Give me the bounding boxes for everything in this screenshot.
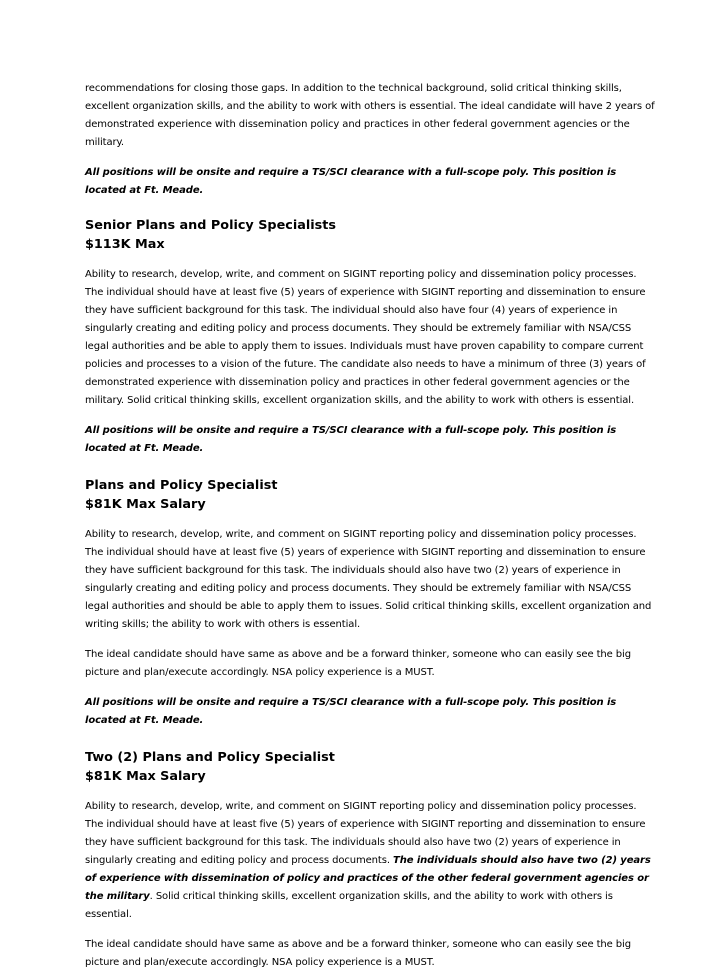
description-text: . Solid critical thinking skills, excellent organization skills, and the ability to work with others is essential. (85, 891, 613, 920)
position-title: Plans and Policy Specialist (85, 478, 278, 493)
position-salary: $113K Max (85, 237, 165, 252)
position-title: Senior Plans and Policy Specialists (85, 218, 337, 233)
position-description: Ability to research, develop, write, and comment on SIGINT reporting policy and dissemination policy processes. The individual should have at least five (5) years of experience with SIGINT reporting and dissemination to ensure they have sufficient background for this task. The individuals should also have two (2) years of experience in singularly creating and editing policy and process documents. They should be extremely familiar with NSA/CSS legal authorities and should be able to apply them to issues. Solid critical thinking skills, excellent organization and writing skills; the ability to work with others is essential. (85, 529, 652, 630)
document-page (85, 80, 655, 972)
ideal-candidate-paragraph: The ideal candidate should have same as above and be a forward thinker, someone who can easily see the big picture and plan/execute accordingly. NSA policy experience is a MUST. (85, 939, 631, 968)
clearance-notice: All positions will be onsite and require a TS/SCI clearance with a full-scope poly. This position is located at Ft. Meade. (85, 425, 617, 454)
intro-paragraph: recommendations for closing those gaps. In addition to the technical background, solid critical thinking skills, excellent organization skills, and the ability to work with others is essential. The ideal candidate will have 2 years of demonstrated experience with dissemination policy and practices in other federal government agencies or the military. (85, 83, 655, 148)
description-text: Ability to research, develop, write, and comment on SIGINT reporting policy and dissemination policy processes. The individual should have at least five (5) years of experience with SIGINT reporting and dissemination to ensure they have sufficient background for this task. The individuals should also have two (2) years of experience in singularly creating and editing policy and process documents. (85, 801, 646, 866)
position-description: Ability to research, develop, write, and comment on SIGINT reporting policy and dissemination policy processes. The individual should have at least five (5) years of experience with SIGINT reporting and dissemination to ensure they have sufficient background for this task. The individual should also have four (4) years of experience in singularly creating and editing policy and process documents. They should be extremely familiar with NSA/CSS legal authorities and be able to apply them to issues. Individuals must have proven capability to compare current policies and processes to a vision of the future. The candidate also needs to have a minimum of three (3) years of demonstrated experience with dissemination policy and practices in other federal government agencies or the military. Solid critical thinking skills, excellent organization skills, and the ability to work with others is essential. (85, 269, 646, 406)
position-title: Two (2) Plans and Policy Specialist (85, 750, 335, 765)
position-description (85, 798, 655, 924)
clearance-notice: All positions will be onsite and require a TS/SCI clearance with a full-scope poly. This position is located at Ft. Meade. (85, 167, 617, 196)
ideal-candidate-paragraph: The ideal candidate should have same as above and be a forward thinker, someone who can easily see the big picture and plan/execute accordingly. NSA policy experience is a MUST. (85, 649, 631, 678)
clearance-notice: All positions will be onsite and require a TS/SCI clearance with a full-scope poly. This position is located at Ft. Meade. (85, 697, 617, 726)
description-emphasis: The individuals should also have two (2) years of experience with dissemination of policy and practices of the other federal government agencies or the military (85, 855, 651, 902)
position-salary: $81K Max Salary (85, 497, 206, 512)
position-salary: $81K Max Salary (85, 769, 206, 784)
